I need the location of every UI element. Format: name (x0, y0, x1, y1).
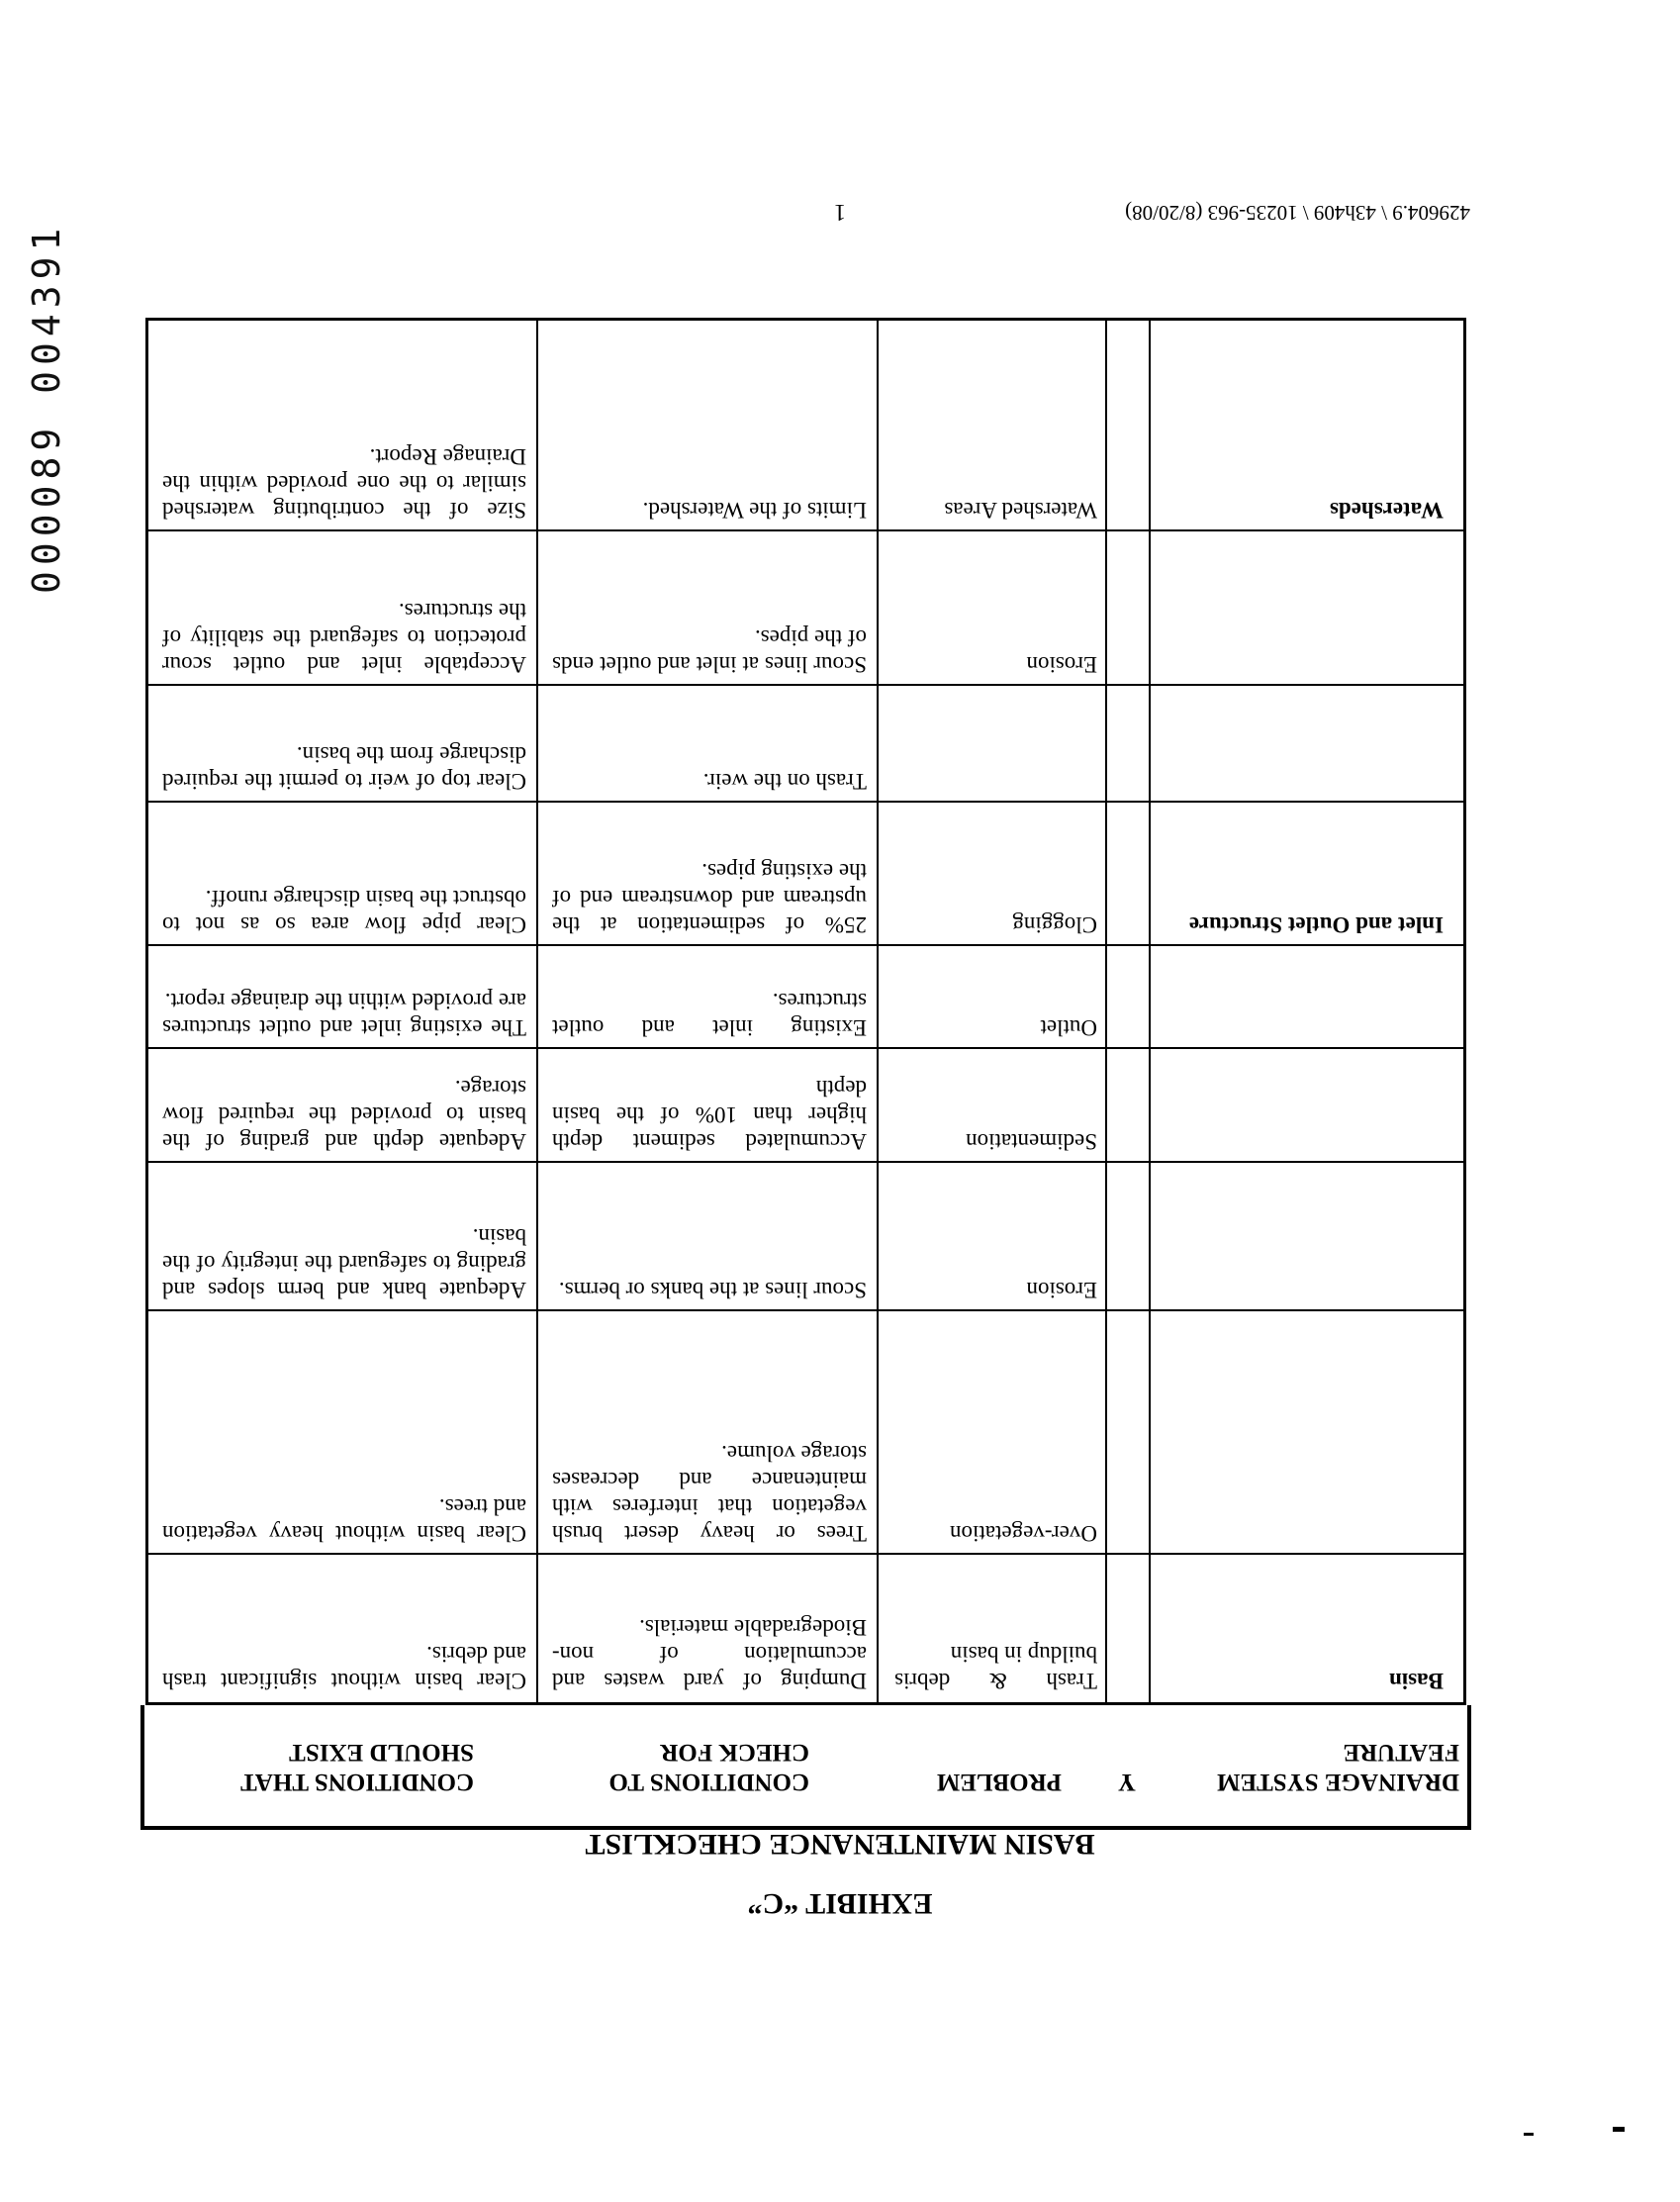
row-1-conditions-exist: Clear basin without significant trash and debris. (162, 1642, 526, 1693)
row-3-conditions-check: Scour lines at the banks or berms. (558, 1278, 867, 1302)
row-4-problem: Sedimentation (966, 1129, 1097, 1154)
scan-speck (1524, 2133, 1534, 2136)
row-divider (148, 1047, 1463, 1049)
document-reference: 429604.9 \ 43h409 \ 10235-963 (8/20/08) (1125, 201, 1470, 225)
row-6-problem: Clogging (1012, 912, 1097, 937)
checklist-table (145, 318, 1466, 1705)
row-9-problem: Watershed Areas (944, 498, 1097, 523)
header-conditions-check: CONDITIONS TO CHECK FOR (608, 1739, 809, 1795)
header-y: Y (1117, 1769, 1136, 1795)
row-6-conditions-check: 25% of sedimentation at the upstream and downstream end of the existing pipes. (552, 859, 867, 937)
row-5-conditions-check: Existing inlet and outlet structures. (552, 989, 867, 1040)
row-8-problem: Erosion (1026, 652, 1097, 677)
row-9-feature: Watersheds (1330, 498, 1444, 523)
row-7-conditions-check: Trash on the weir. (702, 769, 867, 794)
column-divider (536, 321, 538, 1702)
row-9-conditions-check: Limits of the Watershed. (642, 498, 867, 523)
column-divider (877, 321, 879, 1702)
exhibit-title: EXHIBIT “C” (747, 1887, 933, 1920)
row-6-feature: Inlet and Outlet Structure (1188, 912, 1444, 937)
row-divider (148, 1553, 1463, 1555)
bates-stamp: 000089 004391 (25, 222, 68, 594)
row-7-conditions-exist: Clear top of weir to permit the required discharge from the basin. (162, 742, 526, 794)
row-divider (148, 801, 1463, 803)
header-problem: PROBLEM (936, 1769, 1062, 1795)
row-4-conditions-check: Accumulated sediment depth higher than 10% of the basin depth (552, 1076, 867, 1154)
row-divider (148, 944, 1463, 946)
row-2-problem: Over-vegetation (950, 1521, 1097, 1546)
column-divider (1149, 321, 1151, 1702)
row-8-conditions-check: Scour lines at inlet and outlet ends of the pipes. (552, 625, 867, 677)
checklist-title: BASIN MAINTENANCE CHECKLIST (585, 1828, 1095, 1861)
page-number: 1 (834, 199, 846, 225)
header-feature: DRAINAGE SYSTEM FEATURE (1216, 1739, 1459, 1795)
row-divider (148, 1309, 1463, 1311)
row-5-conditions-exist: The existing inlet and outlet structures are provided within the drainage report. (162, 989, 526, 1040)
row-9-conditions-exist: Size of the contributing watershed similar to the one provided within the Drainage Report. (162, 444, 526, 523)
row-2-conditions-check: Trees or heavy desert brush vegetation that interferes with maintenance and decreases storage volume. (552, 1441, 867, 1546)
row-1-problem: Trash & debris buildup in basin (894, 1642, 1097, 1693)
row-3-conditions-exist: Adequate bank and berm slopes and grading to safeguard the integrity of the basin. (162, 1224, 526, 1302)
row-3-problem: Erosion (1026, 1278, 1097, 1302)
table-header (140, 1705, 1471, 1830)
row-divider (148, 1161, 1463, 1163)
row-divider (148, 684, 1463, 686)
row-6-conditions-exist: Clear pipe flow area so as not to obstruct the basin discharge runoff. (162, 886, 526, 937)
row-8-conditions-exist: Acceptable inlet and outlet scour protection to safeguard the stability of the structures. (162, 599, 526, 677)
row-1-conditions-check: Dumping of yard wastes and accumulation of non-Biodegradable materials. (552, 1615, 867, 1693)
column-divider (1105, 321, 1107, 1702)
row-divider (148, 529, 1463, 531)
row-2-conditions-exist: Clear basin without heavy vegetation and trees. (162, 1494, 526, 1546)
row-1-feature: Basin (1389, 1669, 1444, 1693)
header-conditions-exist: CONDITIONS THAT SHOULD EXIST (240, 1739, 474, 1795)
row-5-problem: Outlet (1040, 1015, 1097, 1040)
row-4-conditions-exist: Adequate depth and grading of the basin to provided the required flow storage. (162, 1076, 526, 1154)
scan-speck (1613, 2127, 1625, 2132)
